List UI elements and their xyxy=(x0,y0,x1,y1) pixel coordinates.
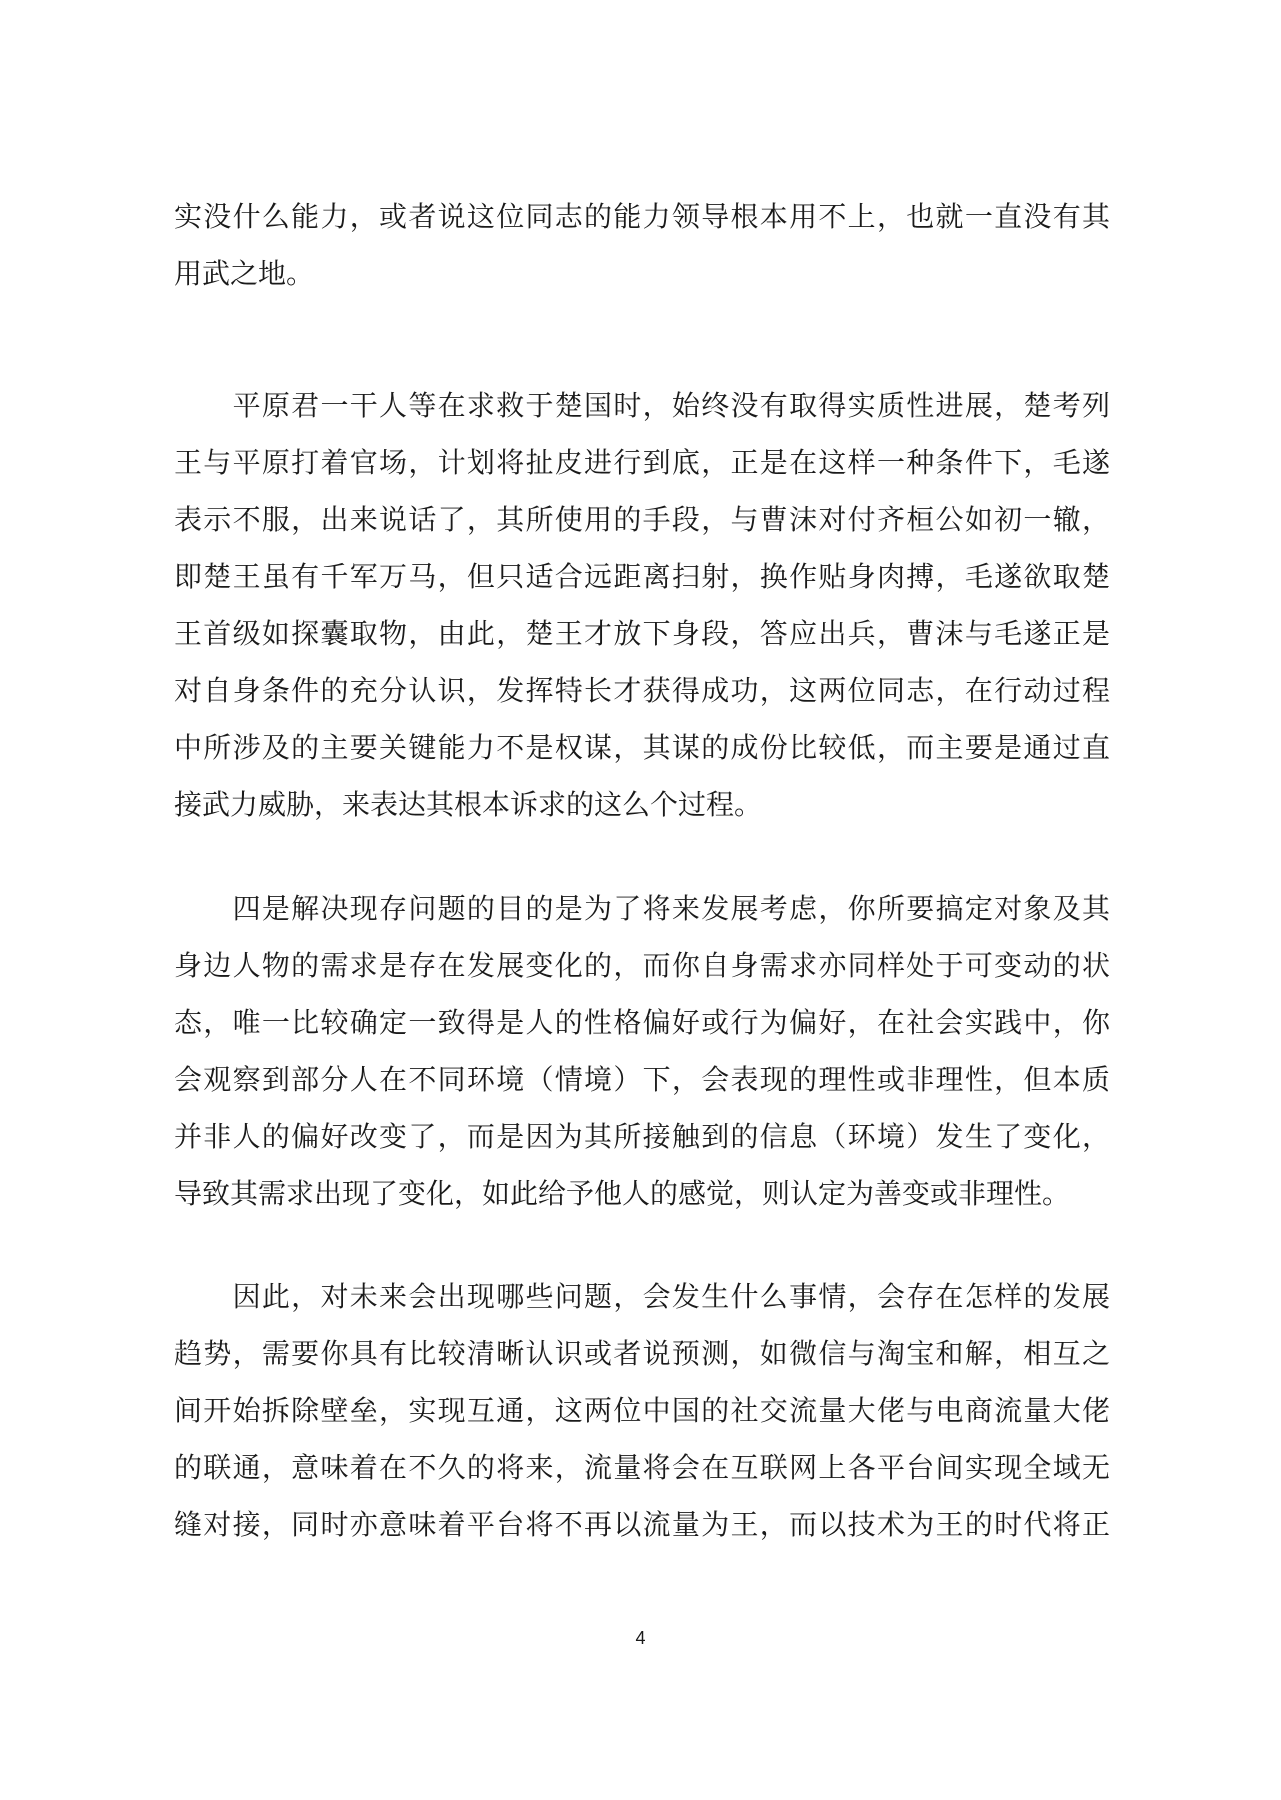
text-line: 会观察到部分人在不同环境（情境）下，会表现的理性或非理性，但本质 xyxy=(174,1063,1110,1096)
text-line: 并非人的偏好改变了，而是因为其所接触到的信息（环境）发生了变化， xyxy=(174,1120,1110,1153)
paragraph-4 xyxy=(174,1268,1110,1553)
text-line: 态，唯一比较确定一致得是人的性格偏好或行为偏好，在社会实践中，你 xyxy=(174,1006,1110,1039)
text-line: 的联通，意味着在不久的将来，流量将会在互联网上各平台间实现全域无 xyxy=(174,1451,1110,1484)
text-line: 对自身条件的充分认识，发挥特长才获得成功，这两位同志，在行动过程 xyxy=(174,674,1110,707)
paragraph-2 xyxy=(174,377,1110,833)
text-line: 身边人物的需求是存在发展变化的，而你自身需求亦同样处于可变动的状 xyxy=(174,949,1110,982)
paragraph-3 xyxy=(174,880,1110,1222)
text-line: 平原君一干人等在求救于楚国时，始终没有取得实质性进展，楚考列 xyxy=(174,389,1110,422)
text-line: 实没什么能力，或者说这位同志的能力领导根本用不上，也就一直没有其 xyxy=(174,200,1110,233)
text-line: 因此，对未来会出现哪些问题，会发生什么事情，会存在怎样的发展 xyxy=(174,1280,1110,1313)
paragraph-1 xyxy=(174,188,1110,302)
text-line: 即楚王虽有千军万马，但只适合远距离扫射，换作贴身肉搏，毛遂欲取楚 xyxy=(174,560,1110,593)
text-line: 导致其需求出现了变化，如此给予他人的感觉，则认定为善变或非理性。 xyxy=(174,1177,1071,1210)
text-line: 表示不服，出来说话了，其所使用的手段，与曹沫对付齐桓公如初一辙， xyxy=(174,503,1110,536)
text-line: 王首级如探囊取物，由此，楚王才放下身段，答应出兵，曹沫与毛遂正是 xyxy=(174,617,1110,650)
text-line: 接武力威胁，来表达其根本诉求的这么个过程。 xyxy=(174,788,763,821)
text-line: 缝对接，同时亦意味着平台将不再以流量为王，而以技术为王的时代将正 xyxy=(174,1508,1110,1541)
text-line: 四是解决现存问题的目的是为了将来发展考虑，你所要搞定对象及其 xyxy=(174,892,1110,925)
text-line: 王与平原打着官场，计划将扯皮进行到底，正是在这样一种条件下，毛遂 xyxy=(174,446,1110,479)
text-line: 中所涉及的主要关键能力不是权谋，其谋的成份比较低，而主要是通过直 xyxy=(174,731,1110,764)
text-line: 间开始拆除壁垒，实现互通，这两位中国的社交流量大佬与电商流量大佬 xyxy=(174,1394,1110,1427)
page-number: 4 xyxy=(635,1628,646,1648)
text-line: 趋势，需要你具有比较清晰认识或者说预测，如微信与淘宝和解，相互之 xyxy=(174,1337,1110,1370)
text-line: 用武之地。 xyxy=(174,257,315,290)
